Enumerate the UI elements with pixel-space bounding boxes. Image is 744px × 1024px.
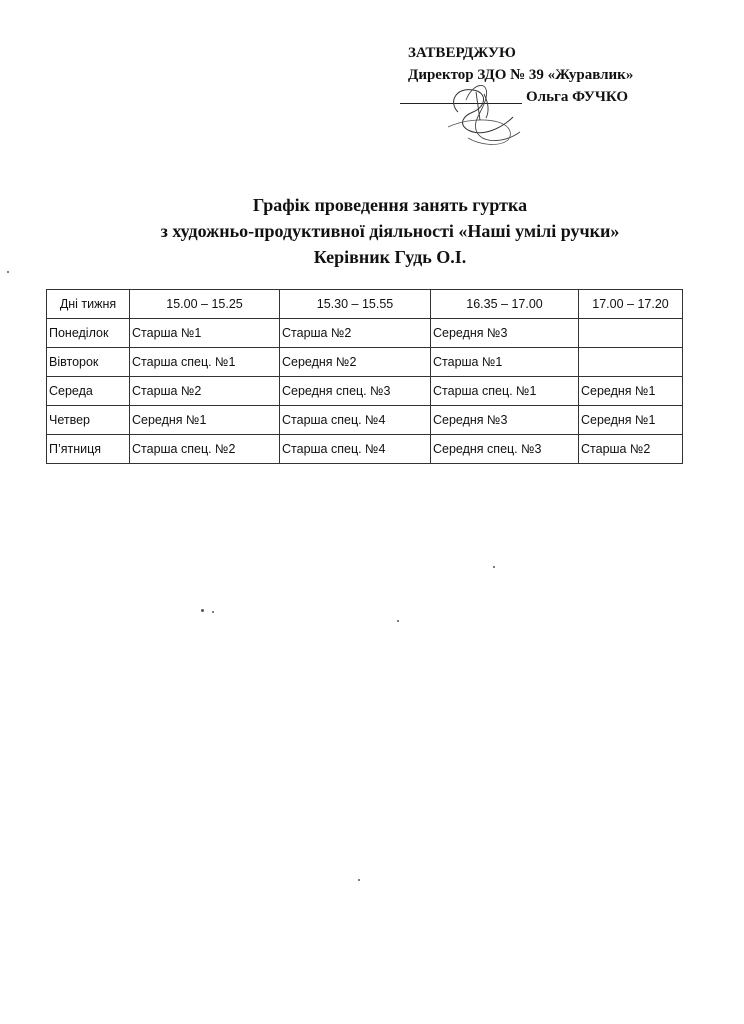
- header-slot-2: 15.30 – 15.55: [280, 290, 431, 319]
- group-cell: Середня №1: [130, 406, 280, 435]
- group-cell: Старша спец. №4: [280, 406, 431, 435]
- page-edge-mask: [702, 280, 744, 490]
- group-cell: Середня №1: [579, 377, 683, 406]
- schedule-table: [46, 289, 683, 464]
- scan-speck: [397, 620, 399, 622]
- group-cell: Середня спец. №3: [431, 435, 579, 464]
- table-row: [47, 435, 683, 464]
- header-days: Дні тижня: [47, 290, 130, 319]
- group-cell: Старша №2: [280, 319, 431, 348]
- group-cell: Старша спец. №1: [130, 348, 280, 377]
- group-cell: Старша №2: [130, 377, 280, 406]
- day-cell: Вівторок: [47, 348, 130, 377]
- scan-speck: [201, 609, 204, 612]
- header-slot-4: 17.00 – 17.20: [579, 290, 683, 319]
- document-title: [0, 192, 744, 270]
- table-row: [47, 377, 683, 406]
- day-cell: Понеділок: [47, 319, 130, 348]
- group-cell: Середня №3: [431, 406, 579, 435]
- group-cell: Старша спец. №4: [280, 435, 431, 464]
- group-cell: [579, 348, 683, 377]
- group-cell: Середня №2: [280, 348, 431, 377]
- table-row: [47, 348, 683, 377]
- day-cell: Середа: [47, 377, 130, 406]
- group-cell: Старша спец. №1: [431, 377, 579, 406]
- group-cell: Старша №1: [130, 319, 280, 348]
- scan-speck: [493, 566, 495, 568]
- group-cell: Старша спец. №2: [130, 435, 280, 464]
- header-slot-3: 16.35 – 17.00: [431, 290, 579, 319]
- scan-speck: [7, 271, 9, 273]
- group-cell: Старша №1: [431, 348, 579, 377]
- group-cell: Старша №2: [579, 435, 683, 464]
- group-cell: Середня №1: [579, 406, 683, 435]
- handwritten-signature: [428, 72, 528, 150]
- table-header-row: [47, 290, 683, 319]
- day-cell: Четвер: [47, 406, 130, 435]
- approval-heading: ЗАТВЕРДЖУЮ: [408, 45, 516, 61]
- table-row: [47, 406, 683, 435]
- table-row: [47, 319, 683, 348]
- group-cell: Середня спец. №3: [280, 377, 431, 406]
- title-line-1: Графік проведення занять гуртка: [252, 195, 528, 215]
- day-cell: П’ятниця: [47, 435, 130, 464]
- header-slot-1: 15.00 – 15.25: [130, 290, 280, 319]
- scan-speck: [212, 611, 214, 613]
- group-cell: [579, 319, 683, 348]
- title-line-3: Керівник Гудь О.І.: [313, 247, 467, 267]
- director-name: Ольга ФУЧКО: [526, 89, 629, 105]
- title-line-2: з художньо-продуктивної діяльності «Наші умілі ручки»: [160, 221, 620, 241]
- approval-director-title: Директор ЗДО № 39 «Журавлик»: [408, 67, 634, 83]
- scan-speck: [358, 879, 360, 881]
- group-cell: Середня №3: [431, 319, 579, 348]
